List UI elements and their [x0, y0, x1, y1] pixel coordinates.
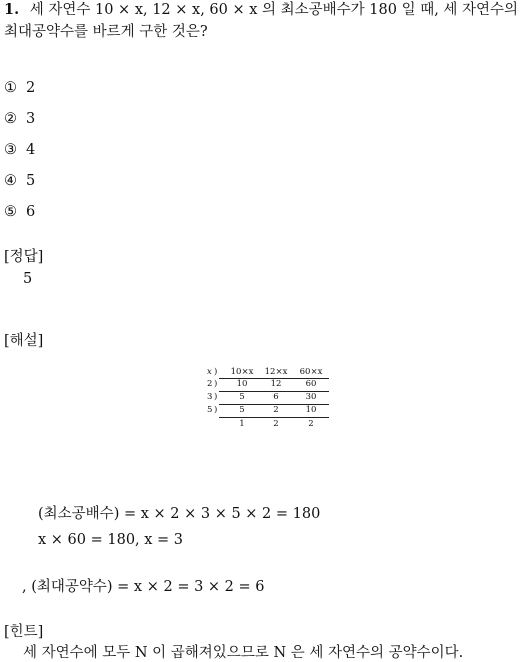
choice-5[interactable]	[4, 204, 35, 220]
choice-mark: ①	[4, 80, 17, 96]
ladder-cell: 6	[273, 392, 279, 402]
divisor-3: 3	[207, 392, 213, 402]
hint-text: 세 자연수에 모두 N 이 곱해져있으므로 N 은 세 자연수의 공약수이다.	[23, 645, 464, 661]
ladder-cell: 30	[305, 392, 317, 402]
choice-mark: ⑤	[4, 204, 17, 220]
ladder-cell: 2	[308, 419, 314, 429]
divisor-2: 2	[207, 379, 213, 389]
ladder-cell: 12×x	[264, 367, 288, 377]
ladder-cell: 2	[273, 405, 279, 415]
choice-2[interactable]	[4, 111, 35, 127]
choice-value: 2	[26, 80, 36, 96]
divisor-x: x	[207, 367, 212, 377]
question-number: 1.	[4, 1, 20, 18]
explanation-line-2: x × 60 = 180, x = 3	[38, 532, 184, 548]
ladder-division-diagram	[207, 367, 329, 431]
choice-value: 3	[26, 111, 36, 127]
ladder-cell: 10×x	[230, 367, 254, 377]
choice-mark: ④	[4, 173, 17, 189]
ladder-cell: 10	[236, 379, 248, 389]
choice-1[interactable]	[4, 80, 35, 96]
ladder-cell: 60	[305, 379, 317, 389]
hint-label: [힌트]	[4, 624, 44, 640]
question-text-line-1: 세 자연수 10 × x, 12 × x, 60 × x 의 최소공배수가 180 일 때, 세 자연수의	[29, 2, 519, 18]
question-line-1	[4, 0, 518, 20]
ladder-cell: 2	[273, 419, 279, 429]
bracket-mark: )	[214, 405, 218, 415]
bracket-mark: )	[214, 392, 218, 402]
question-text-line-2: 최대공약수를 바르게 구한 것은?	[4, 24, 208, 40]
ladder-line	[219, 417, 329, 418]
choice-mark: ②	[4, 111, 17, 127]
ladder-cell: 5	[239, 405, 245, 415]
answer-value: 5	[23, 271, 33, 287]
explanation-label: [해설]	[4, 333, 44, 349]
choice-value: 5	[26, 173, 36, 189]
choice-4[interactable]	[4, 173, 35, 189]
ladder-cell: 60×x	[299, 367, 323, 377]
divisor-5: 5	[207, 405, 213, 415]
ladder-cell: 1	[239, 419, 245, 429]
choice-value: 6	[26, 204, 36, 220]
choice-mark: ③	[4, 142, 17, 158]
answer-label: [정답]	[4, 249, 44, 265]
ladder-cell: 5	[239, 392, 245, 402]
choice-3[interactable]	[4, 142, 35, 158]
bracket-mark: )	[214, 379, 218, 389]
explanation-line-1: (최소공배수) = x × 2 × 3 × 5 × 2 = 180	[38, 506, 321, 522]
bracket-mark: )	[214, 367, 218, 377]
ladder-cell: 10	[305, 405, 317, 415]
explanation-line-3: , (최대공약수) = x × 2 = 3 × 2 = 6	[22, 579, 265, 595]
ladder-cell: 12	[270, 379, 282, 389]
choice-value: 4	[26, 142, 36, 158]
